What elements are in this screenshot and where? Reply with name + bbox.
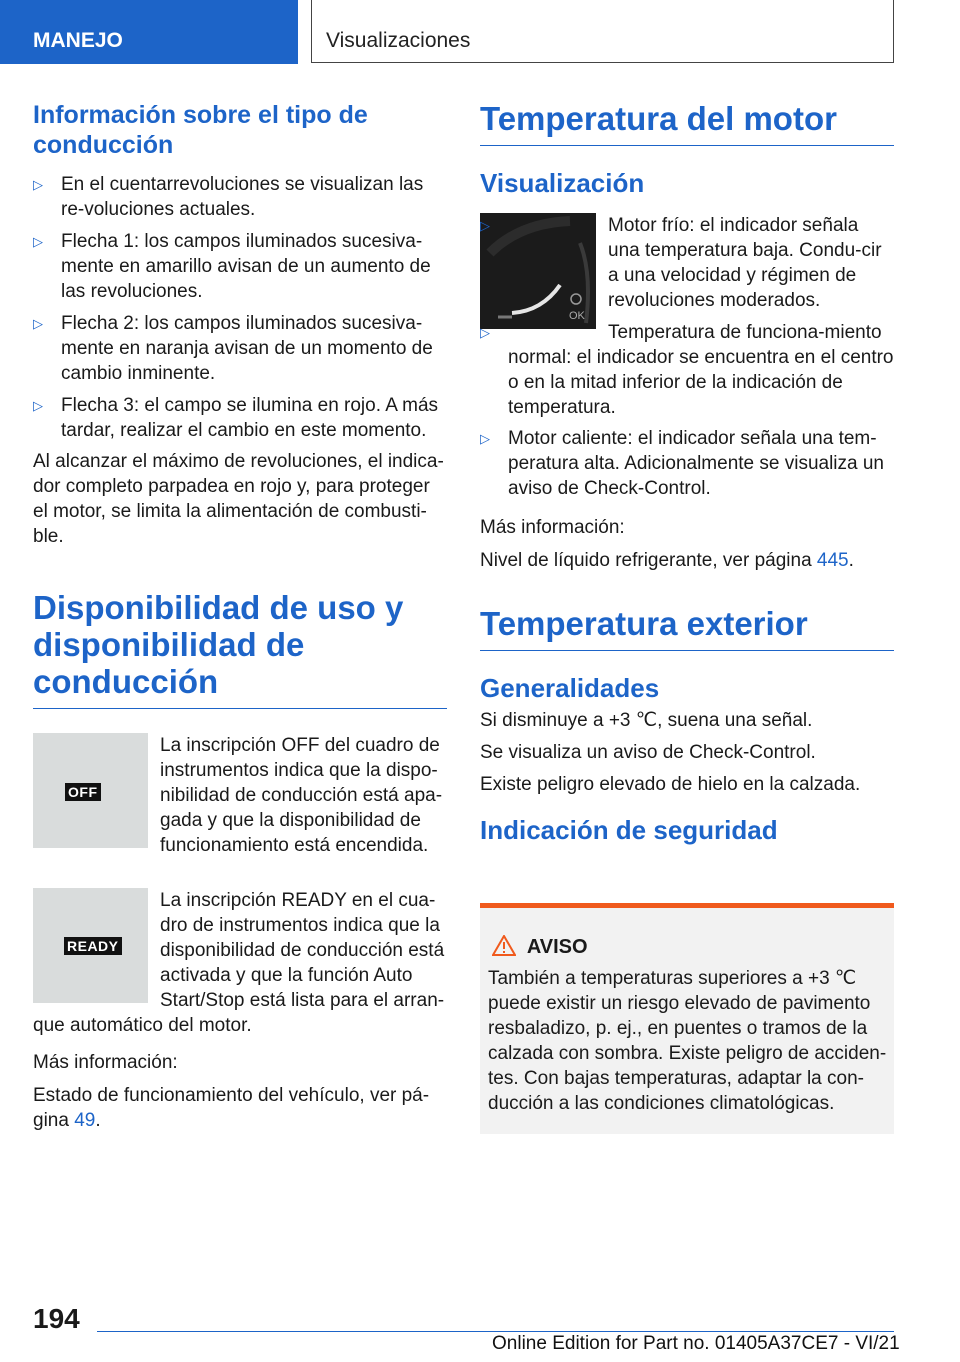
heading-rule [480,145,894,146]
off-block [33,733,447,858]
ready-badge: READY [64,937,122,955]
ready-description: La inscripción READY en el cua-dro de instrumentos indica que la disponibilidad de conducción está activada y que la función Auto Start/Stop está lista para el arran-que automático del motor. [33,890,445,1036]
off-indicator-image [33,733,148,848]
warning-triangle-icon [492,935,516,956]
bullet-triangle-icon: ▷ [33,234,43,249]
left-column [33,100,447,1133]
right-column [480,100,894,846]
ready-indicator-image [33,888,148,1003]
list-item: ▷ Flecha 3: el campo se ilumina en rojo. A más tardar, realizar el cambio en este momento. [33,395,439,441]
page-link[interactable]: 445 [816,550,849,571]
chapter-header [311,0,894,63]
off-badge: OFF [65,783,101,801]
safety-heading: Indicación de seguridad [480,815,778,845]
availability-heading: Disponibilidad de uso y disponibilidad de conducción [33,589,404,700]
off-description: La inscripción OFF del cuadro de instrumentos indica que la dispo-nibilidad de conducción está apa-gada y que la disponibilidad de funcionamiento está encendida. [160,735,443,856]
page-link[interactable]: 49 [74,1110,96,1131]
section-tab[interactable] [0,0,298,64]
warning-text: También a temperaturas superiores a +3 ℃ puede existir un riesgo elevado de pavimento resbaladizo, p. ej., en puentes o tramos de la calzada con sombra. Existe peligro de acciden-tes. Con bajas temperaturas, adaptar la con-ducción a las condiciones climatológicas. [488,968,887,1114]
bullet-triangle-icon: ▷ [33,398,43,413]
list-item: ▷ Motor frío: el indicador señala una temperatura baja. Condu-cir a una velocidad y régimen de revoluciones moderados. [480,215,882,311]
chapter-title: Visualizaciones [326,29,471,52]
bullet-triangle-icon: ▷ [480,218,490,233]
bullet-triangle-icon: ▷ [33,177,43,192]
footer-rule [97,1331,894,1332]
heading-rule [33,708,447,709]
hot-engine-bullet [480,426,894,501]
heading-rule [480,650,894,651]
info-bullets [33,172,447,443]
list-item: ▷ En el cuentarrevoluciones se visualizan las re-voluciones actuales. [33,174,424,220]
more-info-label: Más información: [33,1052,178,1073]
warning-title: AVISO [526,936,588,958]
general-line: Si disminuye a +3 ℃, suena una señal. [480,710,813,731]
list-item: ▷ Motor caliente: el indicador señala una tem-peratura alta. Adicionalmente se visualiza un aviso de Check-Control. [480,428,885,499]
rev-limit-paragraph: Al alcanzar el máximo de revoluciones, el indica-dor completo parpadea en rojo y, para proteger el motor, se limita la alimentación de combusti-ble. [33,451,444,547]
list-item: ▷ Temperatura de funciona-miento normal: el indicador se encuentra en el centro o en la mitad inferior de la indicación de temperatura. [480,322,894,418]
reference-paragraph: Nivel de líquido refrigerante, ver página 445. [480,550,854,571]
page-number: 194 [33,1303,80,1334]
ready-block [33,888,447,1038]
gauge-block [480,213,894,420]
info-heading: Información sobre el tipo de conducción [33,101,368,159]
warning-box [480,903,894,1134]
bullet-triangle-icon: ▷ [480,431,490,446]
outside-temp-heading: Temperatura exterior [480,605,808,642]
list-item: ▷ Flecha 1: los campos iluminados sucesiva-mente en amarillo avisan de un aumento de las revoluciones. [33,231,431,302]
more-info-label: Más información: [480,517,625,538]
general-line: Se visualiza un aviso de Check-Control. [480,742,816,763]
display-heading: Visualización [480,168,645,198]
reference-paragraph: Estado de funcionamiento del vehículo, ver pá-gina 49. [33,1085,430,1131]
gauge-ok-label: OK [569,310,585,322]
list-item: ▷ Flecha 2: los campos iluminados sucesiva-mente en naranja avisan de un momento de cambio inminente. [33,313,433,384]
section-label: MANEJO [33,29,123,52]
general-line: Existe peligro elevado de hielo en la calzada. [480,774,861,795]
general-heading: Generalidades [480,673,660,703]
bullet-triangle-icon: ▷ [480,325,490,340]
warning-header [492,935,588,959]
edition-text: Online Edition for Part no. 01405A37CE7 - VI/21 [492,1333,900,1354]
bullet-triangle-icon: ▷ [33,316,43,331]
engine-temp-heading: Temperatura del motor [480,100,837,137]
